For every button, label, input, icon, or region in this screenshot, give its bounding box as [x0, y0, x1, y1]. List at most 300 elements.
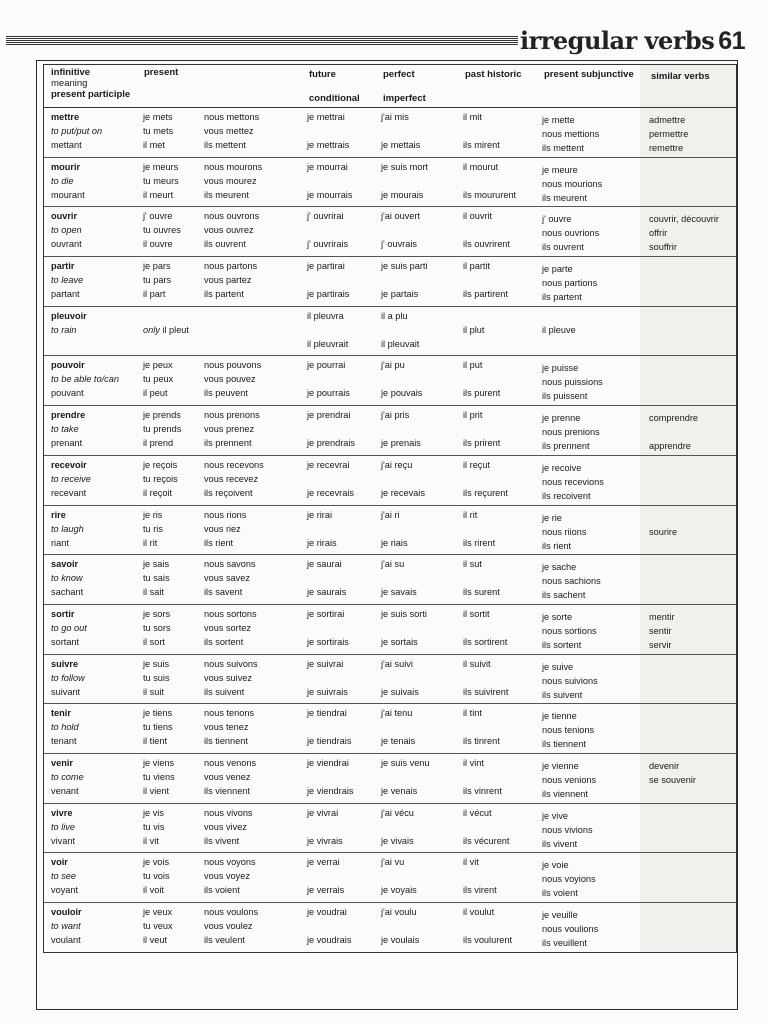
header-present: present	[144, 67, 179, 78]
present-singular: je pars	[143, 261, 171, 272]
present-plural: vous savez	[204, 573, 250, 584]
subjunctive-form: nous vivions	[542, 824, 593, 835]
present-singular: il met	[143, 140, 165, 150]
present-plural: nous vivons	[204, 807, 253, 818]
perfect-form: j'ai vécu	[381, 807, 414, 818]
verb-row-mettre	[44, 108, 736, 158]
present-singular: il meurt	[143, 189, 174, 200]
present-participle: mettant	[51, 140, 82, 150]
present-plural: nous recevons	[204, 459, 264, 470]
present-plural: vous voulez	[204, 921, 253, 931]
present-singular: il ouvre	[143, 239, 173, 250]
past-historic-singular: il mit	[463, 112, 482, 122]
future-form: je vivrai	[307, 807, 339, 818]
present-singular: tu prends	[143, 424, 182, 435]
subjunctive-form: je suive	[542, 661, 574, 672]
perfect-form: il a plu	[381, 310, 408, 321]
present-singular: il reçoit	[143, 487, 173, 498]
past-historic-plural: ils prirent	[463, 438, 501, 449]
present-singular: tu pars	[143, 275, 172, 286]
subjunctive-form: nous voyions	[542, 874, 596, 885]
past-historic-singular: il voulut	[463, 907, 495, 917]
past-historic-singular: il vint	[463, 757, 484, 768]
present-participle: sachant	[51, 587, 84, 598]
present-singular: je sors	[143, 608, 171, 619]
imperfect-form: je mettais	[381, 140, 421, 150]
subjunctive-form: nous ouvrions	[542, 228, 600, 239]
present-plural: nous prenons	[204, 410, 260, 421]
imperfect-form: j' ouvrais	[381, 239, 417, 250]
present-singular: tu tiens	[143, 722, 173, 733]
verb-row-vivre	[44, 804, 736, 854]
present-participle: riant	[51, 537, 69, 548]
present-singular: je suis	[143, 658, 170, 669]
verb-row-sortir	[44, 605, 736, 655]
present-singular: je meurs	[143, 161, 179, 172]
past-historic-plural: ils vécurent	[463, 835, 510, 846]
meaning: to take	[51, 424, 79, 435]
present-plural: ils voient	[204, 885, 240, 896]
perfect-form: je suis venu	[381, 757, 430, 768]
subjunctive-form: nous mettions	[542, 129, 600, 139]
header-participle: present participle	[51, 89, 131, 100]
subjunctive-form: je puisse	[542, 363, 579, 374]
infinitive: ouvrir	[51, 211, 78, 222]
present-participle: voulant	[51, 935, 81, 945]
present-singular: il part	[143, 289, 166, 300]
present-plural: ils mettent	[204, 140, 246, 150]
perfect-form: j'ai su	[381, 559, 405, 570]
imperfect-form: je prenais	[381, 438, 421, 449]
subjunctive-form: ils ouvrent	[542, 242, 584, 253]
subjunctive-form: je vive	[542, 810, 569, 821]
past-historic-singular: il sut	[463, 559, 482, 570]
infinitive: pouvoir	[51, 360, 85, 371]
present-singular: il veut	[143, 935, 168, 945]
infinitive: mourir	[51, 161, 81, 172]
past-historic-singular: il partit	[463, 261, 491, 272]
present-plural: vous suivez	[204, 672, 253, 683]
meaning: to live	[51, 821, 76, 832]
present-singular: tu mets	[143, 126, 174, 136]
subjunctive-form: je sorte	[542, 611, 573, 622]
subjunctive-form: je veuille	[542, 910, 578, 920]
subjunctive-form: je mette	[542, 115, 575, 125]
present-plural: nous mourons	[204, 161, 263, 172]
infinitive: tenir	[51, 708, 71, 719]
past-historic-singular: il prit	[463, 410, 483, 421]
present-singular: il vient	[143, 785, 170, 796]
table-header	[44, 65, 736, 108]
present-participle: tenant	[51, 736, 77, 747]
present-plural: ils sortent	[204, 636, 244, 647]
past-historic-plural: ils surent	[463, 587, 500, 598]
subjunctive-form: je prenne	[542, 413, 581, 424]
present-singular: je sais	[143, 559, 170, 570]
future-form: je mettrai	[307, 112, 345, 122]
perfect-form: j'ai pu	[381, 360, 405, 371]
similar-verb: devenir	[649, 760, 680, 771]
present-participle: pouvant	[51, 388, 84, 399]
similar-verb: apprendre	[649, 441, 691, 452]
past-historic-plural: ils suivirent	[463, 686, 509, 697]
present-plural: ils tiennent	[204, 736, 248, 747]
conditional-form: je verrais	[307, 885, 345, 896]
meaning: to know	[51, 573, 83, 584]
conditional-form: je voudrais	[307, 935, 352, 945]
present-plural: nous sortons	[204, 608, 257, 619]
verb-row-savoir	[44, 555, 736, 605]
verb-row-mourir	[44, 158, 736, 208]
past-historic-plural: ils virent	[463, 885, 497, 896]
present-plural: ils suivent	[204, 686, 245, 697]
subjunctive-form: je tienne	[542, 711, 577, 722]
subjunctive-form: je voie	[542, 860, 569, 871]
subjunctive-form: ils rient	[542, 540, 572, 551]
past-historic-singular: il vécut	[463, 807, 492, 818]
page-title: irregular verbs	[520, 26, 715, 55]
past-historic-singular: il sortit	[463, 608, 490, 619]
past-historic-form: il plut	[463, 324, 485, 335]
conditional-form: je viendrais	[307, 785, 354, 796]
past-historic-singular: il suivit	[463, 658, 491, 669]
verb-row-rire	[44, 506, 736, 556]
header-meaning: meaning	[51, 78, 88, 89]
meaning: to rain	[51, 324, 77, 335]
future-form: je sortirai	[307, 608, 345, 619]
present-singular: il rit	[143, 537, 158, 548]
past-historic-plural: ils ouvrirent	[463, 239, 510, 250]
header-subjunctive: present subjunctive	[544, 69, 634, 80]
subjunctive-form: je parte	[542, 264, 573, 275]
subjunctive-form: ils voient	[542, 888, 578, 899]
subjunctive-form: nous partions	[542, 278, 598, 289]
subjunctive-form: nous sortions	[542, 625, 597, 636]
conditional-form: je pourrais	[307, 388, 350, 399]
conditional-form: je recevrais	[307, 487, 354, 498]
similar-verb: mentir	[649, 611, 675, 622]
future-form: je suivrai	[307, 658, 344, 669]
infinitive: rire	[51, 509, 66, 520]
present-participle: partant	[51, 289, 80, 300]
present-singular: je mets	[143, 112, 173, 122]
subjunctive-form: je sache	[542, 562, 577, 573]
present-participle: voyant	[51, 885, 79, 896]
present-singular: tu ouvres	[143, 225, 181, 236]
similar-verb: souffrir	[649, 242, 677, 253]
future-form: je voudrai	[307, 907, 347, 917]
present-plural: nous mettons	[204, 112, 260, 122]
meaning: to leave	[51, 275, 84, 286]
present-plural: ils prennent	[204, 438, 252, 449]
present-plural: nous rions	[204, 509, 247, 520]
present-singular: tu vis	[143, 821, 165, 832]
subjunctive-form: ils vivent	[542, 838, 578, 849]
meaning: to go out	[51, 622, 87, 633]
present-participle: mourant	[51, 189, 85, 200]
present-singular: je vois	[143, 857, 170, 868]
subjunctive-form: je meure	[542, 164, 578, 175]
present-plural: vous pouvez	[204, 374, 256, 385]
conditional-form: je partirais	[307, 289, 350, 300]
subjunctive-form: ils recoivent	[542, 490, 591, 501]
perfect-form: j'ai suivi	[381, 658, 413, 669]
verb-row-venir	[44, 754, 736, 804]
subjunctive-form: nous mourions	[542, 178, 603, 189]
present-plural: nous venons	[204, 757, 257, 768]
present-singular: je viens	[143, 757, 175, 768]
past-historic-singular: il reçut	[463, 459, 491, 470]
present-plural: ils veulent	[204, 935, 245, 945]
present-plural: ils viennent	[204, 785, 250, 796]
page-number: 61	[718, 27, 746, 55]
present-plural: vous prenez	[204, 424, 255, 435]
conditional-form: je rirais	[307, 537, 337, 548]
present-singular: tu vois	[143, 871, 170, 882]
infinitive: vouloir	[51, 907, 82, 917]
present-singular: tu meurs	[143, 175, 179, 186]
infinitive: partir	[51, 261, 75, 272]
infinitive: pleuvoir	[51, 310, 87, 321]
present-participle: prenant	[51, 438, 83, 449]
subjunctive-form: nous riions	[542, 526, 587, 537]
present-singular: tu peux	[143, 374, 174, 385]
present-plural: vous venez	[204, 771, 251, 782]
similar-verb: admettre	[649, 115, 686, 125]
subjunctive-form: ils mettent	[542, 143, 584, 153]
imperfect-form: je suivais	[381, 686, 419, 697]
perfect-form: j'ai ouvert	[381, 211, 421, 222]
present-plural: nous voulons	[204, 907, 259, 917]
present-plural: nous ouvrons	[204, 211, 260, 222]
present-singular: tu viens	[143, 771, 175, 782]
present-plural: vous riez	[204, 523, 241, 534]
present-plural: vous voyez	[204, 871, 250, 882]
verb-row-pleuvoir	[44, 307, 736, 357]
present-plural: nous pouvons	[204, 360, 262, 371]
present-singular: j' ouvre	[143, 211, 173, 222]
verb-rows	[44, 108, 736, 952]
present-plural: vous tenez	[204, 722, 249, 733]
subjunctive-form: je recoive	[542, 462, 582, 473]
subjunctive-form: nous puissions	[542, 377, 603, 388]
conditional-form: j' ouvrirais	[307, 239, 349, 250]
past-historic-plural: ils purent	[463, 388, 501, 399]
similar-verb: sentir	[649, 625, 672, 636]
present-singular: je prends	[143, 410, 181, 421]
subjunctive-form: il pleuve	[542, 324, 576, 335]
past-historic-plural: ils reçurent	[463, 487, 508, 498]
header-conditional: conditional	[309, 93, 360, 104]
present-singular: il sait	[143, 587, 164, 598]
past-historic-plural: ils partirent	[463, 289, 508, 300]
subjunctive-form: ils tiennent	[542, 739, 586, 750]
subjunctive-form: ils sachent	[542, 590, 586, 601]
present-plural: nous partons	[204, 261, 258, 272]
verb-row-voir	[44, 853, 736, 903]
conditional-form: je mourrais	[307, 189, 353, 200]
similar-verb: couvrir, découvrir	[649, 214, 719, 225]
present-plural: ils reçoivent	[204, 487, 253, 498]
subjunctive-form: nous venions	[542, 774, 597, 785]
meaning: to follow	[51, 672, 85, 683]
meaning: to come	[51, 771, 84, 782]
infinitive: suivre	[51, 658, 79, 669]
subjunctive-form: nous suivions	[542, 675, 598, 686]
imperfect-form: je mourais	[381, 189, 424, 200]
past-historic-plural: ils mirent	[463, 140, 500, 150]
present-plural: vous mourez	[204, 175, 257, 186]
imperfect-form: je sortais	[381, 636, 418, 647]
present-plural: ils ouvrent	[204, 239, 246, 250]
present-plural: vous recevez	[204, 473, 259, 484]
future-form: je partirai	[307, 261, 345, 272]
past-historic-plural: ils tinrent	[463, 736, 500, 747]
present-singular: il peut	[143, 388, 168, 399]
meaning: to receive	[51, 473, 91, 484]
future-form: j' ouvrirai	[307, 211, 344, 222]
subjunctive-form: ils veuillent	[542, 938, 587, 948]
title-rule	[6, 36, 518, 47]
infinitive: recevoir	[51, 459, 87, 470]
conditional-form: il pleuvrait	[307, 338, 349, 349]
meaning: to want	[51, 921, 81, 931]
perfect-form: j'ai pris	[381, 410, 410, 421]
present-plural: vous ouvrez	[204, 225, 254, 236]
imperfect-form: je voyais	[381, 885, 417, 896]
present-singular: je peux	[143, 360, 173, 371]
present-plural: vous mettez	[204, 126, 254, 136]
conditional-form: je suivrais	[307, 686, 348, 697]
past-historic-plural: ils vinrent	[463, 785, 502, 796]
present-singular: tu veux	[143, 921, 173, 931]
perfect-form: j'ai mis	[381, 112, 409, 122]
present-plural: nous savons	[204, 559, 256, 570]
present-singular: je veux	[143, 907, 173, 917]
present-plural: ils meurent	[204, 189, 249, 200]
present-plural: ils vivent	[204, 835, 240, 846]
past-historic-plural: ils voulurent	[463, 935, 513, 945]
present-participle: sortant	[51, 636, 80, 647]
header-future: future	[309, 69, 336, 80]
future-form: je prendrai	[307, 410, 351, 421]
conditional-form: je sortirais	[307, 636, 349, 647]
infinitive: venir	[51, 757, 73, 768]
conditional-form: je mettrais	[307, 140, 350, 150]
future-form: je tiendrai	[307, 708, 347, 719]
future-form: je saurai	[307, 559, 342, 570]
future-form: je verrai	[307, 857, 340, 868]
subjunctive-form: ils meurent	[542, 192, 587, 203]
imperfect-form: je partais	[381, 289, 419, 300]
present-singular: tu suis	[143, 672, 170, 683]
subjunctive-form: nous tenions	[542, 725, 595, 736]
header-past-historic: past historic	[465, 69, 522, 80]
header-perfect: perfect	[383, 69, 415, 80]
present-plural: ils savent	[204, 587, 243, 598]
imperfect-form: je voulais	[381, 935, 420, 945]
infinitive: savoir	[51, 559, 79, 570]
present-singular: il tient	[143, 736, 168, 747]
infinitive: voir	[51, 857, 68, 868]
meaning: to put/put on	[51, 126, 103, 136]
present-plural: nous voyons	[204, 857, 256, 868]
header-infinitive: infinitive	[51, 67, 91, 78]
infinitive: sortir	[51, 608, 75, 619]
present-plural: vous partez	[204, 275, 252, 286]
header-imperfect: imperfect	[383, 93, 426, 104]
subjunctive-form: ils partent	[542, 292, 582, 303]
verb-row-prendre	[44, 406, 736, 456]
present-plural: vous vivez	[204, 821, 247, 832]
similar-verb: remettre	[649, 143, 684, 153]
future-form: je rirai	[307, 509, 333, 520]
present-singular: il voit	[143, 885, 164, 896]
present-participle: vivant	[51, 835, 76, 846]
imperfect-form: je venais	[381, 785, 418, 796]
meaning: to hold	[51, 722, 79, 733]
imperfect-form: je vivais	[381, 835, 414, 846]
subjunctive-form: ils viennent	[542, 788, 588, 799]
present-participle: suivant	[51, 686, 81, 697]
present-participle: recevant	[51, 487, 87, 498]
perfect-form: je suis mort	[381, 161, 428, 172]
verb-row-partir	[44, 257, 736, 307]
present-singular: tu ris	[143, 523, 163, 534]
imperfect-form: je tenais	[381, 736, 416, 747]
similar-verb: servir	[649, 639, 672, 650]
future-form: je recevrai	[307, 459, 350, 470]
subjunctive-form: ils suivent	[542, 689, 583, 700]
future-form: je mourrai	[307, 161, 348, 172]
conditional-form: je prendrais	[307, 438, 356, 449]
present-form: only il pleut	[143, 324, 189, 335]
present-singular: tu sors	[143, 622, 171, 633]
verb-row-vouloir	[44, 903, 736, 952]
past-historic-singular: il mourut	[463, 161, 499, 172]
present-plural: ils peuvent	[204, 388, 248, 399]
subjunctive-form: ils prennent	[542, 441, 590, 452]
imperfect-form: il pleuvait	[381, 338, 420, 349]
verb-row-suivre	[44, 655, 736, 705]
present-singular: je reçois	[143, 459, 178, 470]
subjunctive-form: nous voulions	[542, 924, 599, 934]
past-historic-plural: ils rirent	[463, 537, 496, 548]
past-historic-plural: ils moururent	[463, 189, 517, 200]
present-plural: ils rient	[204, 537, 234, 548]
similar-verb: se souvenir	[649, 774, 696, 785]
perfect-form: j'ai voulu	[381, 907, 417, 917]
imperfect-form: je pouvais	[381, 388, 423, 399]
subjunctive-form: ils puissent	[542, 391, 588, 402]
perfect-form: j'ai tenu	[381, 708, 413, 719]
similar-verb: permettre	[649, 129, 689, 139]
verb-row-tenir	[44, 704, 736, 754]
present-singular: il vit	[143, 835, 159, 846]
page-heading	[520, 27, 745, 55]
perfect-form: j'ai reçu	[381, 459, 413, 470]
imperfect-form: je riais	[381, 537, 408, 548]
future-form: je pourrai	[307, 360, 346, 371]
subjunctive-form: j' ouvre	[542, 214, 572, 225]
imperfect-form: je savais	[381, 587, 417, 598]
infinitive: vivre	[51, 807, 73, 818]
perfect-form: je suis parti	[381, 261, 428, 272]
subjunctive-form: ils sortent	[542, 639, 582, 650]
header-similar-verbs: similar verbs	[651, 71, 710, 82]
present-participle: venant	[51, 785, 79, 796]
verb-row-ouvrir	[44, 207, 736, 257]
